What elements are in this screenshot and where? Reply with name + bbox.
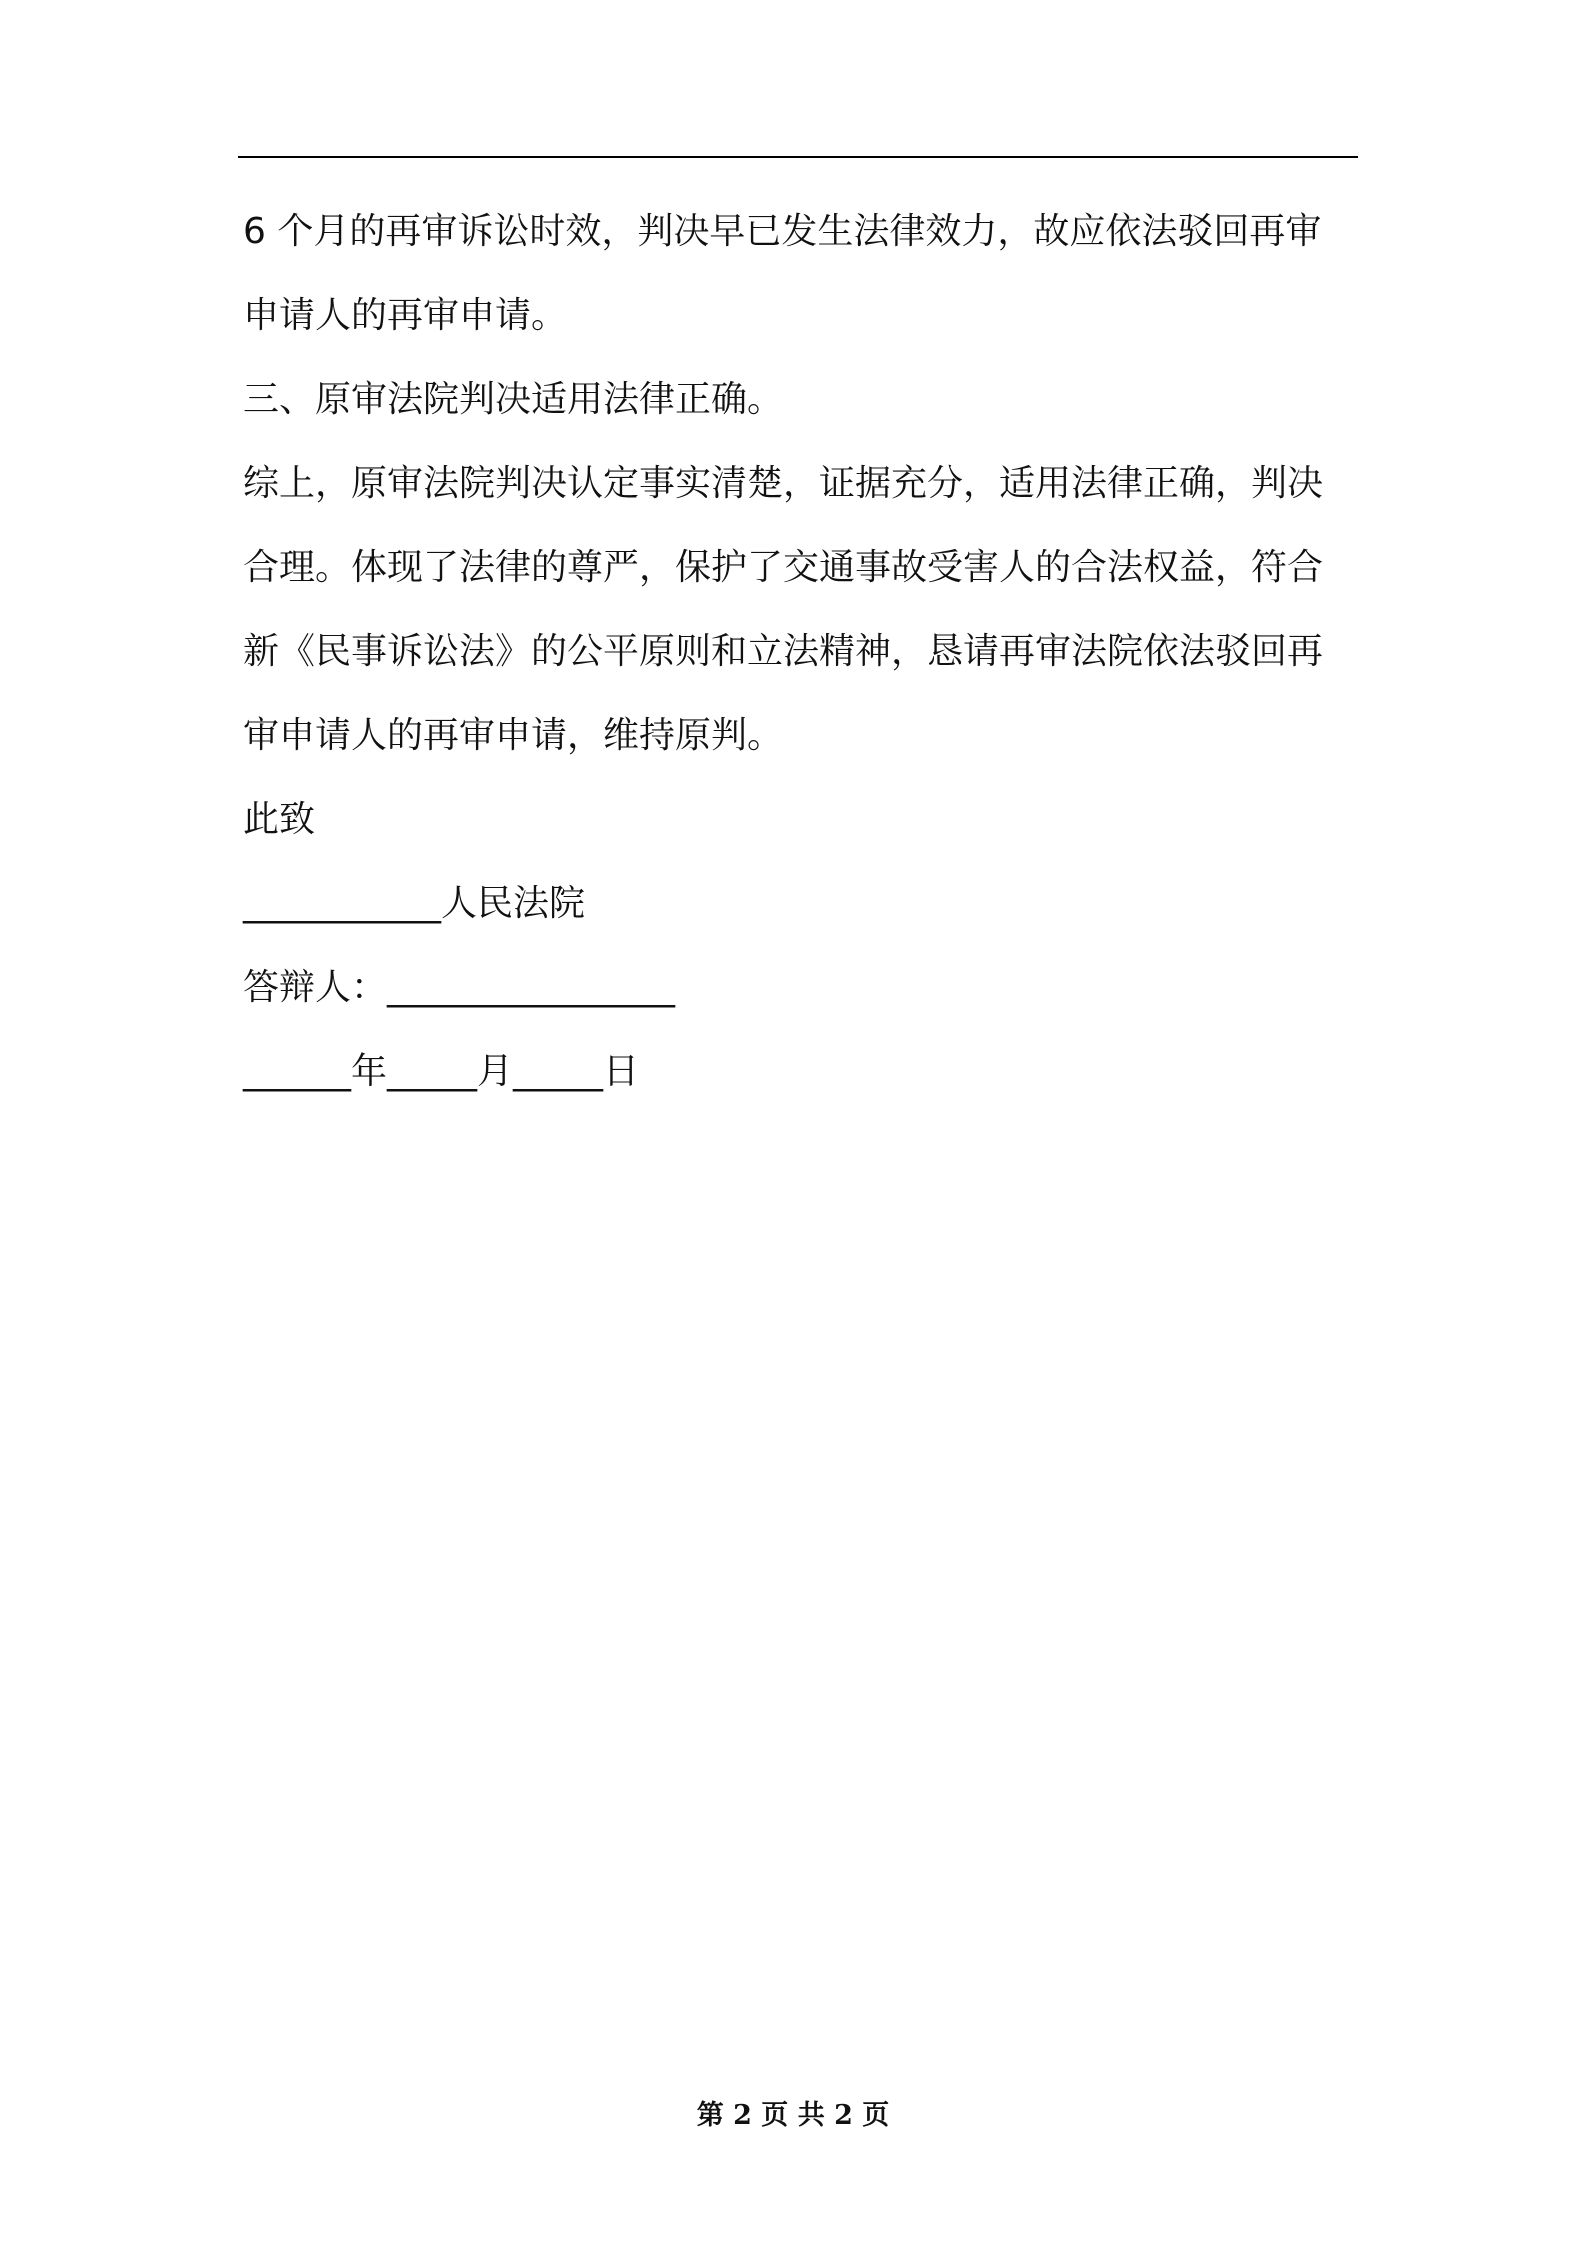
respondent-signature: 答辩人：________________ <box>243 967 676 1008</box>
date-line: ______年_____月_____日 <box>243 1051 639 1092</box>
document-body <box>243 200 1363 1124</box>
conclusion-line-2: 合理。体现了法律的尊严，保护了交通事故受害人的合法权益，符合 <box>243 547 1324 588</box>
page-number: 第 2 页 共 2 页 <box>696 2100 890 2131</box>
court-addressee: ___________人民法院 <box>243 883 586 924</box>
paragraph-line-limitation-end: 申请人的再审申请。 <box>243 295 568 336</box>
conclusion-line-4: 审申请人的再审申请，维持原判。 <box>243 715 784 756</box>
salutation: 此致 <box>243 799 316 840</box>
paragraph-line-limitation: 6 个月的再审诉讼时效，判决早已发生法律效力，故应依法驳回再审 <box>243 211 1322 252</box>
conclusion-line-1: 综上，原审法院判决认定事实清楚，证据充分，适用法律正确，判决 <box>243 463 1324 504</box>
section-heading-three: 三、原审法院判决适用法律正确。 <box>243 379 784 420</box>
conclusion-line-3: 新《民事诉讼法》的公平原则和立法精神，恳请再审法院依法驳回再 <box>243 631 1324 672</box>
header-rule <box>238 156 1358 158</box>
